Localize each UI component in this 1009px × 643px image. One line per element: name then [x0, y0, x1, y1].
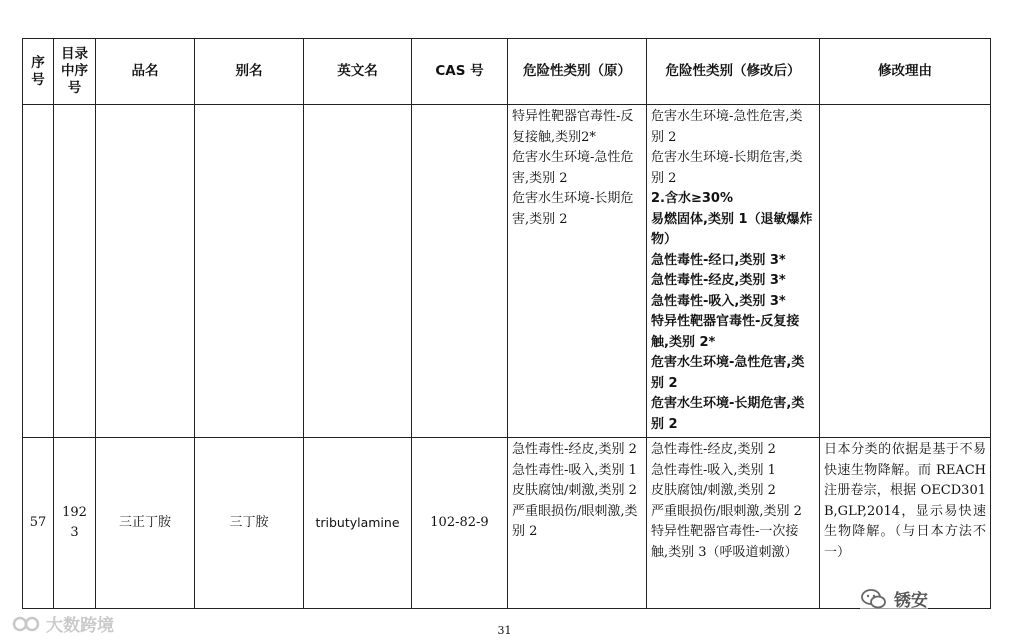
- hazard-orig-line: 皮肤腐蚀/刺激,类别 2: [512, 483, 637, 498]
- hazard-new-line: 危害水生环境-急性危害,类别 2: [651, 355, 805, 391]
- hazard-new-line: 急性毒性-经口,类别 3*: [651, 252, 786, 268]
- hazard-new-line: 特异性靶器官毒性-一次接触,类别 3（呼吸道刺激）: [651, 524, 799, 560]
- hazard-orig-line: 严重眼损伤/眼刺激,类别 2: [512, 503, 638, 539]
- cell-reason: 日本分类的依据是基于不易快速生物降解。而 REACH 注册卷宗，根据 OECD301B,GLP,2014，显示易快速生物降解。（与日本方法不一）: [820, 438, 991, 609]
- hazard-new-line: 急性毒性-吸入,类别 3*: [651, 293, 786, 309]
- hazard-new-line: 危害水生环境-长期危害,类别 2: [651, 396, 805, 432]
- cell-seq: 57: [23, 438, 54, 609]
- header-seq: 序号: [23, 39, 54, 105]
- hazard-new-line: 急性毒性-经皮,类别 2: [651, 442, 776, 457]
- header-catalog-seq: 目录中序号: [54, 39, 96, 105]
- cell-catalog-seq: [54, 105, 96, 438]
- cell-cas: 102-82-9: [412, 438, 508, 609]
- hazard-new-line: 严重眼损伤/眼刺激,类别 2: [651, 503, 802, 519]
- wechat-icon: [860, 588, 888, 610]
- hazard-new-line: 急性毒性-经皮,类别 3*: [651, 273, 786, 288]
- hazard-orig-line: 特异性靶器官毒性-反复接触,类别2*: [512, 109, 634, 145]
- watermark-right: [860, 586, 928, 611]
- cell-name: [96, 105, 195, 438]
- cell-alias: [195, 105, 304, 438]
- table-row: [23, 438, 991, 609]
- watermark-left: [12, 611, 114, 636]
- cell-hazard-orig: [508, 438, 647, 609]
- cell-name: 三正丁胺: [96, 438, 195, 609]
- header-hazard-new: 危险性类别（修改后）: [647, 39, 820, 105]
- header-cas: CAS 号: [412, 39, 508, 105]
- hazard-new-line: 2.含水≥30%: [651, 191, 733, 206]
- hazard-orig-line: 急性毒性-吸入,类别 1: [512, 462, 637, 478]
- cell-seq: [23, 105, 54, 438]
- hazard-table: [22, 38, 991, 609]
- hazard-new-line: 皮肤腐蚀/刺激,类别 2: [651, 483, 776, 498]
- cell-hazard-new: [647, 105, 820, 438]
- hazard-orig-line: 危害水生环境-长期危害,类别 2: [512, 191, 634, 227]
- cell-cas: [412, 105, 508, 438]
- cell-english: tributylamine: [304, 438, 412, 609]
- header-row: [23, 39, 991, 105]
- hazard-new-line: 特异性靶器官毒性-反复接触,类别 2*: [651, 314, 800, 350]
- header-reason: 修改理由: [820, 39, 991, 105]
- watermark-left-text: 大数跨境: [46, 616, 114, 636]
- page-number: 31: [497, 624, 512, 637]
- dashuju-logo-icon: [12, 614, 42, 634]
- cell-english: [304, 105, 412, 438]
- header-alias: 别名: [195, 39, 304, 105]
- cell-alias: 三丁胺: [195, 438, 304, 609]
- cell-hazard-new: [647, 438, 820, 609]
- cell-hazard-orig: [508, 105, 647, 438]
- hazard-new-line: 危害水生环境-急性危害,类别 2: [651, 109, 803, 145]
- header-name: 品名: [96, 39, 195, 105]
- header-english: 英文名: [304, 39, 412, 105]
- hazard-new-line: 急性毒性-吸入,类别 1: [651, 462, 776, 478]
- cell-catalog-seq: 1923: [54, 438, 96, 609]
- cell-reason: [820, 105, 991, 438]
- header-hazard-orig: 危险性类别（原）: [508, 39, 647, 105]
- hazard-orig-line: 危害水生环境-急性危害,类别 2: [512, 150, 634, 186]
- table-row: [23, 105, 991, 438]
- watermark-right-text: 锈安: [894, 591, 928, 611]
- hazard-new-line: 易燃固体,类别 1（退敏爆炸物）: [651, 211, 813, 247]
- hazard-orig-line: 急性毒性-经皮,类别 2: [512, 442, 637, 457]
- hazard-new-line: 危害水生环境-长期危害,类别 2: [651, 150, 803, 186]
